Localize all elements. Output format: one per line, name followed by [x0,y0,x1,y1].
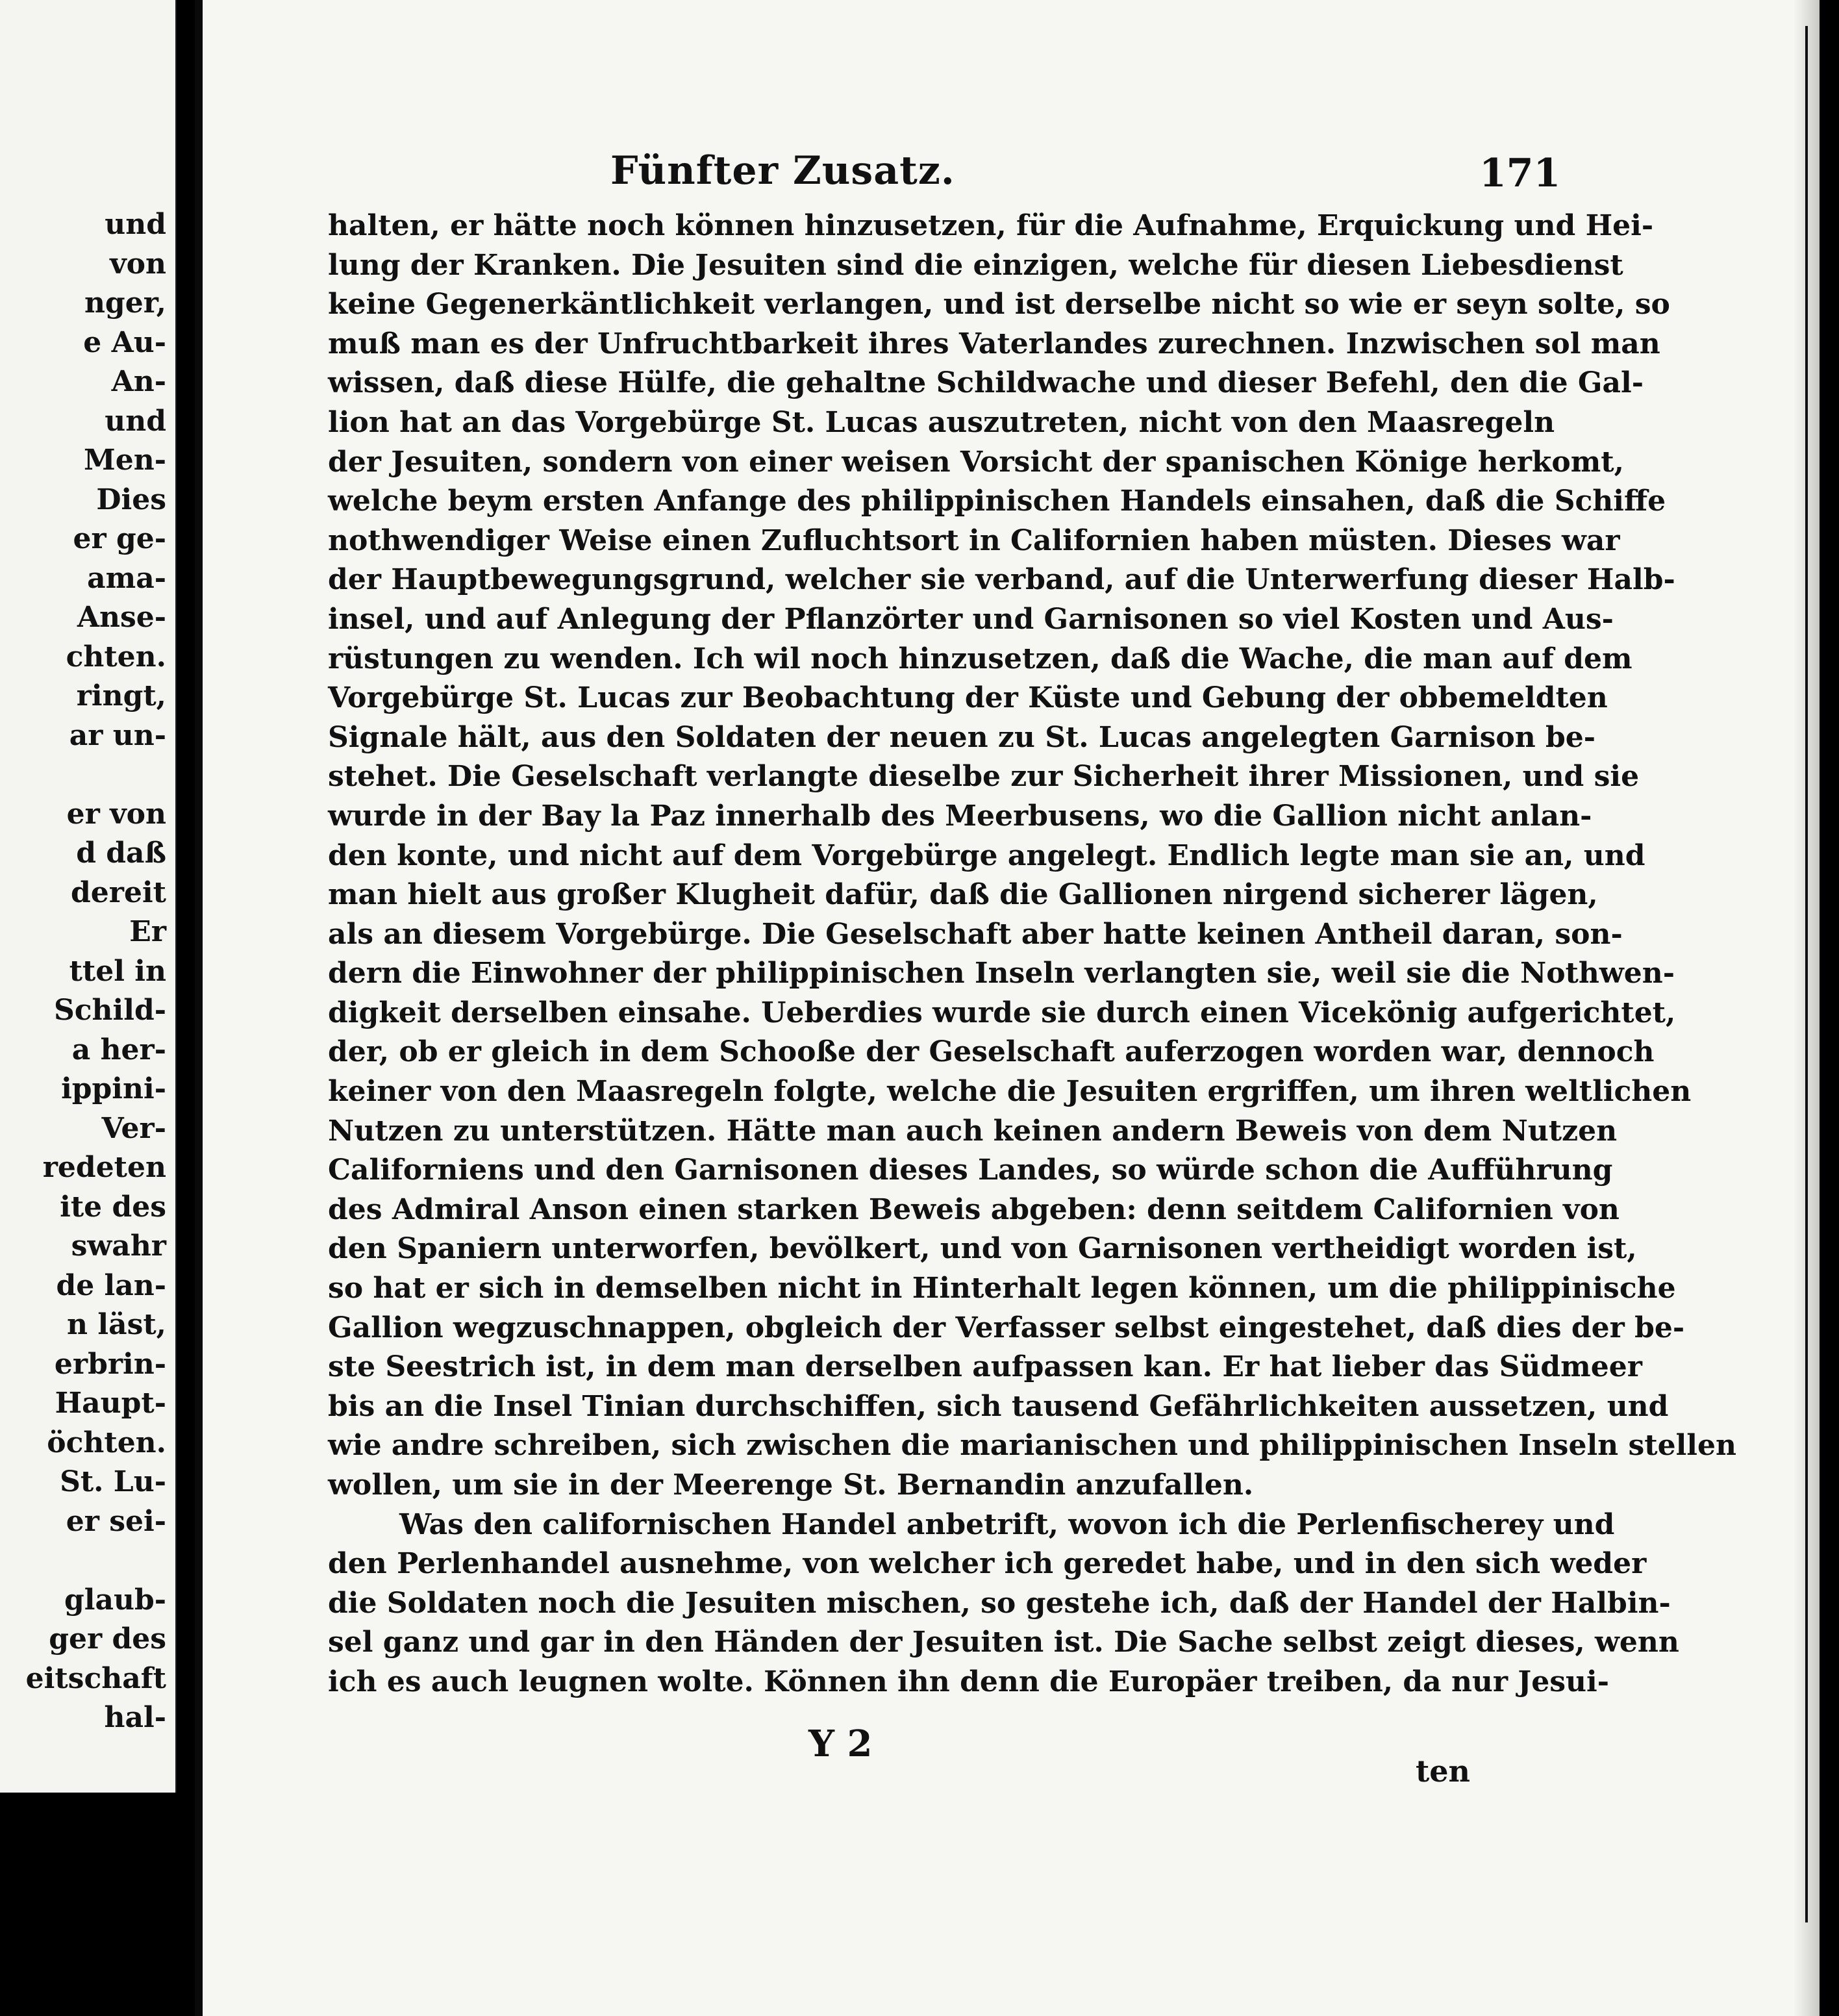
running-head: Fünfter Zusatz. [610,148,955,194]
left-fragment-line: ringt, [76,679,166,712]
left-fragment-line: öchten. [47,1426,166,1459]
page-number: 171 [1479,151,1561,196]
book-gutter [195,0,201,2016]
left-fragment-line: An- [111,365,166,398]
left-fragment-line: Haupt- [55,1387,166,1420]
text-line: den Perlenhandel ausnehme, von welcher ich geredet habe, und in den sich weder [328,1547,1647,1581]
text-line: als an diesem Vorgebürge. Die Geselschaft aber hatte keinen Antheil daran, son- [328,917,1623,951]
text-line: stehet. Die Geselschaft verlangte dieselbe zur Sicherheit ihrer Missionen, und sie [328,760,1640,794]
left-fragment-line: glaub- [64,1583,166,1617]
left-fragment-line: ama- [87,561,166,595]
text-line: wurde in der Bay la Paz innerhalb des Meerbusens, wo die Gallion nicht anlan- [328,799,1592,833]
left-fragment-line: e Au- [83,325,166,359]
text-line: ste Seestrich ist, in dem man derselben aufpassen kan. Er hat lieber das Südmeer [328,1350,1642,1384]
left-fragment-line: er sei- [66,1504,166,1538]
left-fragment-line: ippini- [61,1072,166,1105]
body-text [328,207,1736,1702]
left-fragment-line: erbrin- [54,1347,166,1381]
text-line: der Jesuiten, sondern von einer weisen Vorsicht der spanischen Könige herkomt, [328,445,1624,479]
left-fragment-line: chten. [66,640,166,674]
text-line: bis an die Insel Tinian durchschiffen, sich tausend Gefährlichkeiten aussetzen, und [328,1389,1669,1423]
text-line: so hat er sich in demselben nicht in Hinterhalt legen können, um die philippinische [328,1272,1676,1305]
text-line: nothwendiger Weise einen Zufluchtsort in Californien haben müsten. Dieses war [328,523,1620,557]
text-line: Californiens und den Garnisonen dieses Landes, so würde schon die Aufführung [328,1153,1613,1187]
text-line: halten, er hätte noch können hinzusetzen, für die Aufnahme, Erquickung und Hei- [328,209,1654,242]
left-fragment-line: Er [129,915,166,948]
text-line: den Spaniern unterworfen, bevölkert, und von Garnisonen vertheidigt worden ist, [328,1232,1637,1266]
left-page-fragment [0,0,177,1793]
text-line: muß man es der Unfruchtbarkeit ihres Vaterlandes zurechnen. Inzwischen sol man [328,327,1660,360]
left-fragment-line: und [105,208,166,241]
text-line: wollen, um sie in der Meerenge St. Bernandin anzufallen. [328,1468,1254,1502]
left-fragment-line: n läst, [67,1308,166,1341]
text-line: rüstungen zu wenden. Ich wil noch hinzusetzen, daß die Wache, die man auf dem [328,642,1633,675]
text-line: lung der Kranken. Die Jesuiten sind die einzigen, welche für diesen Liebesdienst [328,248,1623,282]
left-fragment-line: er ge- [73,522,166,555]
text-line: ich es auch leugnen wolte. Können ihn denn die Europäer treiben, da nur Jesui- [328,1665,1609,1698]
left-fragment-line: von [110,247,166,281]
signature-mark: Y 2 [808,1722,873,1765]
text-line: Vorgebürge St. Lucas zur Beobachtung der Küste und Gebung der obbemeldten [328,681,1608,715]
left-fragment-line: Dies [96,483,166,516]
catchword: ten [1416,1754,1470,1789]
left-fragment-line: hal- [104,1701,166,1734]
text-line: der Hauptbewegungsgrund, welcher sie verband, auf die Unterwerfung dieser Halb- [328,563,1675,597]
text-line: die Soldaten noch die Jesuiten mischen, so gestehe ich, daß der Handel der Halbin- [328,1586,1671,1620]
text-line: sel ganz und gar in den Händen der Jesuiten ist. Die Sache selbst zeigt dieses, wenn [328,1626,1679,1659]
left-fragment-line: ger des [49,1622,166,1656]
text-line: man hielt aus großer Klugheit dafür, daß die Gallionen nirgend sicherer lägen, [328,878,1598,912]
text-line: digkeit derselben einsahe. Ueberdies wurde sie durch einen Vicekönig aufgerichtet, [328,996,1676,1029]
page-edge-line [1805,26,1808,1922]
left-fragment-line: eitschaft [25,1661,166,1695]
left-fragment-line: redeten [42,1151,166,1184]
left-fragment-line: Anse- [77,601,166,634]
left-fragment-line: und [105,404,166,438]
text-line: insel, und auf Anlegung der Pflanzörter und Garnisonen so viel Kosten und Aus- [328,602,1614,636]
text-line: wissen, daß diese Hülfe, die gehaltne Schildwache und dieser Befehl, den die Gal- [328,366,1644,400]
left-fragment-line: nger, [84,286,166,320]
left-fragment-line: de lan- [56,1268,166,1302]
left-fragment-line: Schild- [53,994,166,1027]
text-line: dern die Einwohner der philippinischen Inseln verlangten sie, weil sie die Nothwen- [328,957,1675,990]
text-line: Signale hält, aus den Soldaten der neuen zu St. Lucas angelegten Garnison be- [328,720,1596,754]
left-fragment-line: dereit [71,876,166,909]
text-line: wie andre schreiben, sich zwischen die marianischen und philippinischen Inseln stellen [328,1429,1736,1463]
left-fragment-line: Men- [84,444,166,477]
left-fragment-line: d daß [76,837,166,870]
left-fragment-line: ite des [60,1190,166,1224]
left-fragment-line: ttel in [69,954,166,988]
text-line: welche beym ersten Anfange des philippinischen Handels einsahen, daß die Schiffe [328,485,1666,518]
left-fragment-line: St. Lu- [60,1465,166,1498]
text-line: keine Gegenerkäntlichkeit verlangen, und ist derselbe nicht so wie er seyn solte, so [328,288,1670,321]
left-fragment-line: Ver- [101,1111,166,1145]
text-line: lion hat an das Vorgebürge St. Lucas auszutreten, nicht von den Maasregeln [328,405,1555,439]
text-line: Nutzen zu unterstützen. Hätte man auch keinen andern Beweis von dem Nutzen [328,1114,1618,1148]
left-fragment-line: er von [66,797,166,831]
left-fragment-line: a her- [71,1033,166,1066]
text-line: des Admiral Anson einen starken Beweis abgeben: denn seitdem Californien von [328,1192,1620,1226]
left-fragment-line: ar un- [69,718,166,752]
text-line: den konte, und nicht auf dem Vorgebürge angelegt. Endlich legte man sie an, und [328,838,1645,872]
text-line: Gallion wegzuschnappen, obgleich der Verfasser selbst eingestehet, daß dies der be- [328,1311,1685,1344]
text-line: Was den californischen Handel anbetrift, wovon ich die Perlenfischerey und [399,1507,1615,1541]
text-line: der, ob er gleich in dem Schooße der Geselschaft auferzogen worden war, dennoch [328,1035,1655,1069]
text-line: keiner von den Maasregeln folgte, welche die Jesuiten ergriffen, um ihren weltlichen [328,1075,1692,1109]
left-fragment-line: swahr [71,1229,166,1263]
